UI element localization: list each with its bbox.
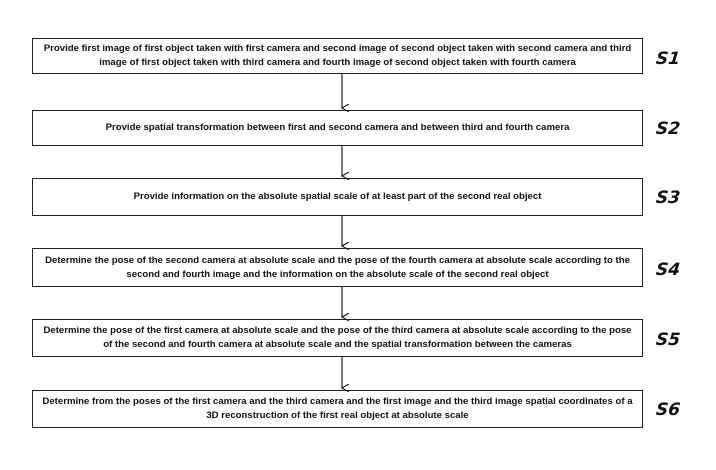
step-text-s2: Provide spatial transformation between first and second camera and between third and fourth camera	[105, 122, 570, 133]
step-label-s4: S4	[654, 260, 682, 280]
step-label-s5: S5	[654, 330, 682, 350]
step-text-s6: Determine from the poses of the first camera and the third camera and the first image and the third image spatial coordinates of a 3D reconstruction of the first real object at absolute scale	[42, 396, 633, 421]
step-label-s1: S1	[654, 49, 682, 69]
step-label-s2: S2	[654, 119, 682, 139]
step-text-s5: Determine the pose of the first camera at absolute scale and the pose of the third camera at absolute scale according to the pose of the second and fourth camera at absolute scale and the spatial transformation between the cameras	[43, 325, 632, 350]
step-text-s4: Determine the pose of the second camera at absolute scale and the pose of the fourth camera at absolute scale according to the second and fourth image and the information on the absolute scale of the second real object	[45, 254, 630, 280]
step-text-s1: Provide first image of first object taken with first camera and second image of second object taken with second camera and third image of first object taken with third camera and fourth image of second object taken with fourth camera	[43, 43, 632, 68]
step-label-s3: S3	[654, 188, 682, 208]
step-label-s6: S6	[654, 400, 682, 420]
step-text-s3: Provide information on the absolute spatial scale of at least part of the second real object	[133, 191, 542, 202]
